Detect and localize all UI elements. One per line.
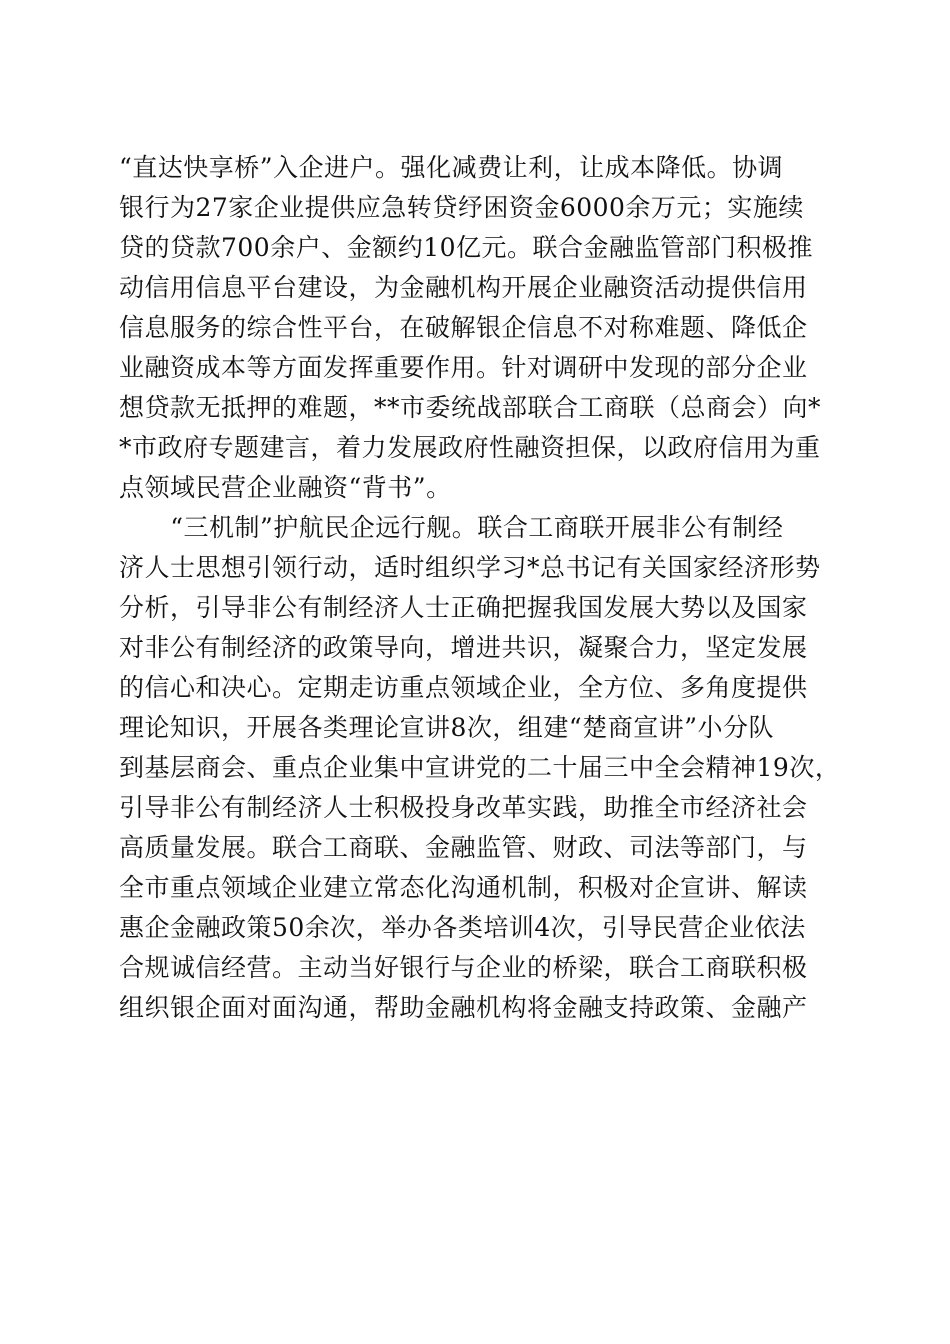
text-line: 银行为27家企业提供应急转贷纾困资金6000余万元；实施续 [119, 193, 804, 222]
text-line: 业融资成本等方面发挥重要作用。针对调研中发现的部分企业 [119, 353, 808, 382]
text-line: 想贷款无抵押的难题，**市委统战部联合工商联（总商会）向* [119, 393, 822, 422]
text-line: 贷的贷款700余户、金额约10亿元。联合金融监管部门积极推 [119, 233, 814, 262]
body-text [119, 148, 839, 1028]
text-line: 到基层商会、重点企业集中宣讲党的二十届三中全会精神19次， [119, 753, 841, 782]
text-line: “直达快享桥”入企进户。强化减费让利，让成本降低。协调 [119, 153, 784, 182]
text-line: 理论知识，开展各类理论宣讲8次，组建“楚商宣讲”小分队 [119, 713, 774, 742]
text-line: 引导非公有制经济人士积极投身改革实践，助推全市经济社会 [119, 793, 808, 822]
text-line: *市政府专题建言，着力发展政府性融资担保，以政府信用为重 [119, 433, 821, 462]
text-line: 动信用信息平台建设，为金融机构开展企业融资活动提供信用 [119, 273, 808, 302]
text-line: 全市重点领域企业建立常态化沟通机制，积极对企宣讲、解读 [119, 873, 808, 902]
text-line: 组织银企面对面沟通，帮助金融机构将金融支持政策、金融产 [119, 993, 808, 1022]
text-line: 济人士思想引领行动，适时组织学习*总书记有关国家经济形势 [119, 553, 821, 582]
text-line: 合规诚信经营。主动当好银行与企业的桥梁，联合工商联积极 [119, 953, 808, 982]
text-line: 信息服务的综合性平台，在破解银企信息不对称难题、降低企 [119, 313, 808, 342]
text-line: 高质量发展。联合工商联、金融监管、财政、司法等部门，与 [119, 833, 808, 862]
text-line: 分析，引导非公有制经济人士正确把握我国发展大势以及国家 [119, 593, 808, 622]
text-line: 点领域民营企业融资“背书”。 [119, 473, 452, 502]
text-line: 对非公有制经济的政策导向，增进共识，凝聚合力，坚定发展 [119, 633, 808, 662]
paragraph-first-line: “三机制”护航民企远行舰。联合工商联开展非公有制经 [170, 513, 784, 542]
text-line: 惠企金融政策50余次，举办各类培训4次，引导民营企业依法 [119, 913, 806, 942]
text-line: 的信心和决心。定期走访重点领域企业，全方位、多角度提供 [119, 673, 808, 702]
